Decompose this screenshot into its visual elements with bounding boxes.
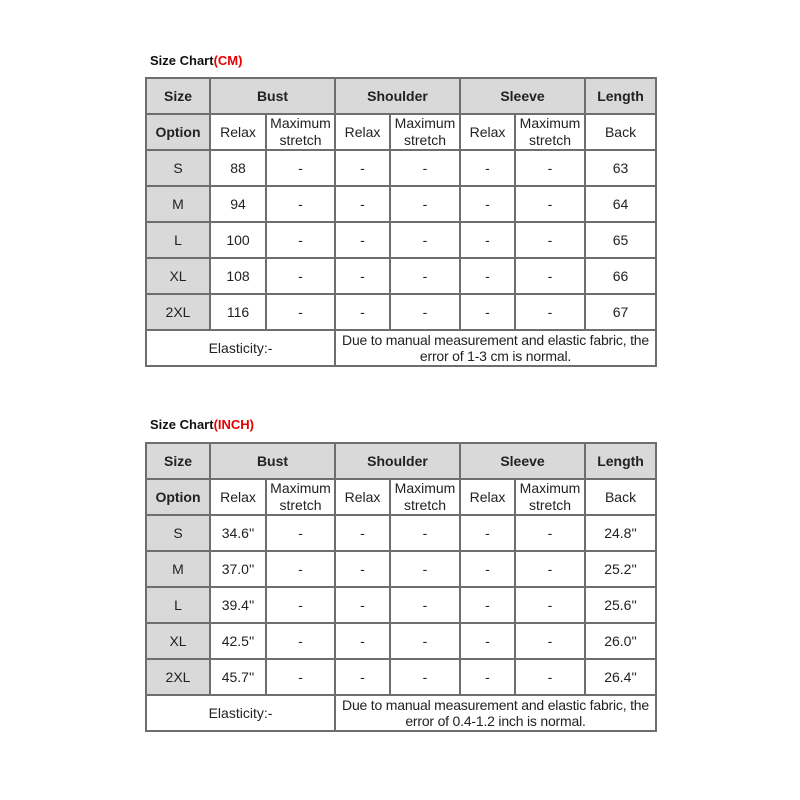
sleeve-max-cell: -: [515, 150, 585, 186]
max-line2: stretch: [529, 497, 572, 513]
shoulder-relax-cell: -: [335, 258, 390, 294]
max-line2: stretch: [529, 132, 572, 148]
cm-title-text: Size Chart: [150, 53, 214, 68]
bust-max-stretch-header: [266, 114, 335, 150]
bust-max-cell: -: [266, 659, 335, 695]
inch-footer-row: [146, 695, 656, 731]
length-cell: 65: [585, 222, 656, 258]
bust-max-cell: -: [266, 186, 335, 222]
inch-subheader-row: [146, 479, 656, 515]
size-cell: XL: [146, 258, 210, 294]
bust-max-stretch-header: [266, 479, 335, 515]
shoulder-relax-cell: -: [335, 150, 390, 186]
shoulder-relax-header: Relax: [335, 114, 390, 150]
length-back-header: Back: [585, 114, 656, 150]
bust-relax-cell: 116: [210, 294, 266, 330]
sleeve-max-cell: -: [515, 551, 585, 587]
shoulder-header: Shoulder: [335, 443, 460, 479]
table-row: [146, 258, 656, 294]
length-cell: 25.2'': [585, 551, 656, 587]
sleeve-max-cell: -: [515, 623, 585, 659]
max-line2: stretch: [279, 497, 322, 513]
sleeve-max-cell: -: [515, 222, 585, 258]
size-cell: L: [146, 587, 210, 623]
elasticity-cell: Elasticity:-: [146, 695, 335, 731]
max-line1: Maximum: [394, 480, 456, 496]
length-cell: 24.8'': [585, 515, 656, 551]
sleeve-relax-cell: -: [460, 623, 515, 659]
sleeve-relax-cell: -: [460, 587, 515, 623]
option-header: Option: [146, 114, 210, 150]
bust-max-cell: -: [266, 587, 335, 623]
length-cell: 63: [585, 150, 656, 186]
bust-relax-header: Relax: [210, 114, 266, 150]
bust-relax-cell: 42.5'': [210, 623, 266, 659]
shoulder-relax-cell: -: [335, 659, 390, 695]
sleeve-max-cell: -: [515, 186, 585, 222]
shoulder-header: Shoulder: [335, 78, 460, 114]
shoulder-max-cell: -: [390, 551, 460, 587]
bust-max-cell: -: [266, 294, 335, 330]
bust-max-cell: -: [266, 551, 335, 587]
shoulder-relax-cell: -: [335, 186, 390, 222]
bust-header: Bust: [210, 443, 335, 479]
shoulder-relax-cell: -: [335, 515, 390, 551]
table-row: [146, 294, 656, 330]
length-header: Length: [585, 443, 656, 479]
max-line1: Maximum: [270, 480, 331, 496]
bust-relax-cell: 108: [210, 258, 266, 294]
shoulder-max-cell: -: [390, 587, 460, 623]
sleeve-relax-cell: -: [460, 515, 515, 551]
bust-max-cell: -: [266, 258, 335, 294]
size-cell: M: [146, 551, 210, 587]
bust-relax-cell: 100: [210, 222, 266, 258]
bust-relax-cell: 45.7'': [210, 659, 266, 695]
max-line2: stretch: [279, 132, 322, 148]
cm-subheader-row: [146, 114, 656, 150]
bust-relax-header: Relax: [210, 479, 266, 515]
measurement-note: Due to manual measurement and elastic fabric, the error of 1-3 cm is normal.: [335, 330, 656, 366]
inch-unit-label: (INCH): [213, 417, 255, 432]
size-cell: S: [146, 150, 210, 186]
sleeve-relax-cell: -: [460, 258, 515, 294]
table-row: [146, 186, 656, 222]
size-cell: 2XL: [146, 294, 210, 330]
length-back-header: Back: [585, 479, 656, 515]
shoulder-max-cell: -: [390, 186, 460, 222]
sleeve-max-cell: -: [515, 294, 585, 330]
shoulder-relax-cell: -: [335, 587, 390, 623]
size-cell: XL: [146, 623, 210, 659]
table-row: [146, 150, 656, 186]
sleeve-max-stretch-header: [515, 479, 585, 515]
cm-size-table: [145, 77, 657, 367]
bust-max-cell: -: [266, 623, 335, 659]
cm-header-row: [146, 78, 656, 114]
sleeve-relax-cell: -: [460, 186, 515, 222]
sleeve-relax-cell: -: [460, 222, 515, 258]
measurement-note: Due to manual measurement and elastic fabric, the error of 0.4-1.2 inch is normal.: [335, 695, 656, 731]
sleeve-header: Sleeve: [460, 78, 585, 114]
sleeve-relax-cell: -: [460, 150, 515, 186]
length-cell: 66: [585, 258, 656, 294]
size-header: Size: [146, 443, 210, 479]
bust-relax-cell: 37.0'': [210, 551, 266, 587]
bust-max-cell: -: [266, 150, 335, 186]
sleeve-max-cell: -: [515, 659, 585, 695]
max-line1: Maximum: [519, 480, 581, 496]
sleeve-relax-header: Relax: [460, 114, 515, 150]
length-cell: 26.4'': [585, 659, 656, 695]
table-row: [146, 623, 656, 659]
max-line1: Maximum: [394, 115, 456, 131]
length-cell: 26.0'': [585, 623, 656, 659]
shoulder-max-cell: -: [390, 294, 460, 330]
table-row: [146, 659, 656, 695]
table-row: [146, 222, 656, 258]
shoulder-max-stretch-header: [390, 479, 460, 515]
table-row: [146, 587, 656, 623]
shoulder-relax-cell: -: [335, 623, 390, 659]
shoulder-max-cell: -: [390, 258, 460, 294]
cm-footer-row: [146, 330, 656, 366]
sleeve-max-stretch-header: [515, 114, 585, 150]
sleeve-relax-cell: -: [460, 551, 515, 587]
shoulder-relax-cell: -: [335, 294, 390, 330]
shoulder-relax-cell: -: [335, 222, 390, 258]
sleeve-max-cell: -: [515, 258, 585, 294]
shoulder-max-cell: -: [390, 659, 460, 695]
table-row: [146, 515, 656, 551]
length-cell: 25.6'': [585, 587, 656, 623]
size-header: Size: [146, 78, 210, 114]
max-line1: Maximum: [270, 115, 331, 131]
length-cell: 67: [585, 294, 656, 330]
sleeve-relax-cell: -: [460, 294, 515, 330]
max-line2: stretch: [404, 497, 447, 513]
max-line1: Maximum: [519, 115, 581, 131]
max-line2: stretch: [404, 132, 447, 148]
bust-max-cell: -: [266, 515, 335, 551]
elasticity-cell: Elasticity:-: [146, 330, 335, 366]
shoulder-max-cell: -: [390, 515, 460, 551]
sleeve-header: Sleeve: [460, 443, 585, 479]
size-cell: L: [146, 222, 210, 258]
sleeve-max-cell: -: [515, 515, 585, 551]
inch-size-table: [145, 442, 657, 732]
shoulder-max-cell: -: [390, 222, 460, 258]
option-header: Option: [146, 479, 210, 515]
cm-unit-label: (CM): [213, 53, 243, 68]
length-header: Length: [585, 78, 656, 114]
bust-relax-cell: 94: [210, 186, 266, 222]
table-row: [146, 551, 656, 587]
bust-max-cell: -: [266, 222, 335, 258]
shoulder-max-cell: -: [390, 150, 460, 186]
shoulder-relax-header: Relax: [335, 479, 390, 515]
shoulder-max-cell: -: [390, 623, 460, 659]
bust-relax-cell: 39.4'': [210, 587, 266, 623]
bust-relax-cell: 34.6'': [210, 515, 266, 551]
length-cell: 64: [585, 186, 656, 222]
shoulder-relax-cell: -: [335, 551, 390, 587]
shoulder-max-stretch-header: [390, 114, 460, 150]
cm-chart-title: [150, 53, 242, 68]
size-cell: 2XL: [146, 659, 210, 695]
inch-chart-title: [150, 417, 254, 432]
bust-relax-cell: 88: [210, 150, 266, 186]
inch-title-text: Size Chart: [150, 417, 214, 432]
sleeve-relax-header: Relax: [460, 479, 515, 515]
size-cell: M: [146, 186, 210, 222]
sleeve-relax-cell: -: [460, 659, 515, 695]
bust-header: Bust: [210, 78, 335, 114]
inch-header-row: [146, 443, 656, 479]
size-cell: S: [146, 515, 210, 551]
sleeve-max-cell: -: [515, 587, 585, 623]
